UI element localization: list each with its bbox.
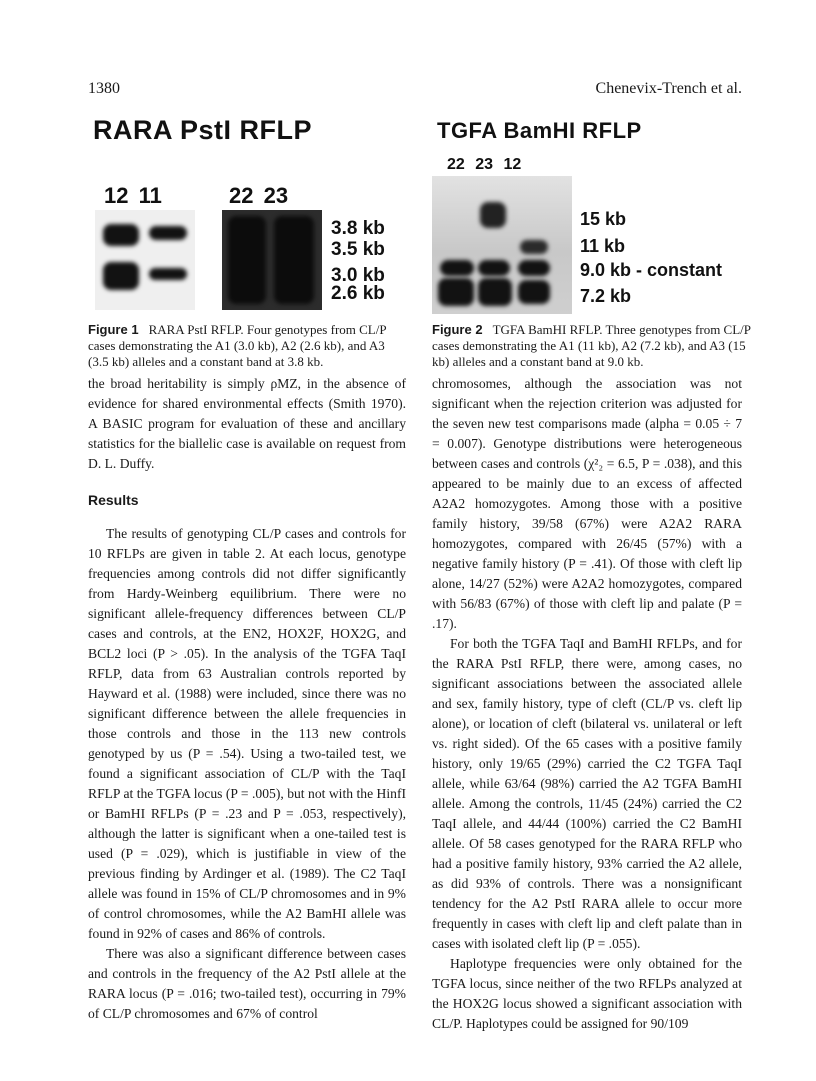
results-paragraph-1: The results of genotyping CL/P cases and controls for 10 RFLPs are given in table 2. At each locus, genotype frequencies among controls did not differ significantly from Hardy-Weinberg equilibrium. There were no significant allele-frequency differences between CL/P cases and controls, at the EN2, HOX2F, HOX2G, and BCL2 loci (P > .05). In the analysis of the TGFA TaqI RFLP, data from 63 Australian controls reported by Hayward et al. (1988) were included, since there was no significant difference between the allele frequencies in those controls and those in the 113 new controls genotyped by us (P = .54). Using a two-tailed test, we found a significant association of CL/P with the TaqI RFLP at the TGFA locus (P = .005), but not with the HinfI or BamHI RFLPs (P = .23 and P = .053, respectively), although the latter is significant when a one-tailed test is used (P = .029), which is justifiable in view of the previous finding by Ardinger et al. (1989). The C2 TaqI allele was found in 15% of CL/P chromosomes and in 9% of control chromosomes, while the A2 BamHI allele was found in 92% of cases and 86% of controls.	[88, 526, 406, 941]
left-column	[88, 374, 406, 1024]
gel-band	[478, 260, 510, 276]
figure-1-caption-text: RARA PstI RFLP. Four genotypes from CL/P cases demonstrating the A1 (3.0 kb), A2 (2.6 kb), and A3 (3.5 kb) alleles and a constant band at 3.8 kb.	[88, 322, 387, 369]
figure-1-caption-label: Figure 1	[88, 322, 139, 337]
results-paragraph-2: There was also a significant difference between cases and controls in the frequency of the A2 PstI allele at the RARA locus (P = .016; two-tailed test), occurring in 79% of CL/P chromosomes and 67% of control	[88, 946, 406, 1021]
figure-1-title: RARA PstI RFLP	[93, 115, 313, 145]
figure-2-gel	[432, 176, 572, 314]
gel-band	[438, 278, 474, 306]
right-paragraph-3: Haplotype frequencies were only obtained for the TGFA locus, since neither of the two RFLPs analyzed at the HOX2G locus showed a significant association with CL/P. Haplotypes could be assigned for 90/109	[432, 956, 742, 1031]
gel-band	[149, 226, 187, 240]
right-column	[432, 374, 742, 1034]
gel-band	[518, 280, 550, 304]
figure-2-caption	[432, 322, 752, 370]
figure-1-lane-labels-left: 12 11	[104, 183, 162, 208]
results-heading: Results	[88, 492, 139, 508]
page-number: 1380	[88, 80, 120, 97]
figure-2-band-label: 11 kb	[580, 236, 626, 256]
gel-band	[478, 278, 512, 306]
figure-1-lane-labels-right: 22 23	[229, 183, 289, 208]
figure-1-gel-right	[222, 210, 322, 310]
gel-band	[274, 216, 314, 304]
intro-paragraph: the broad heritability is simply ρMZ, in the absence of evidence for shared environmental effects (Smith 1970). A BASIC program for evaluation of these and ancillary statistics for the biallelic case is available on request from D. L. Duffy.	[88, 376, 406, 471]
figure-2-band-label: 9.0 kb - constant	[580, 260, 723, 280]
figure-2-caption-label: Figure 2	[432, 322, 483, 337]
gel-band	[149, 268, 187, 280]
figure-2-caption-text: TGFA BamHI RFLP. Three genotypes from CL/P cases demonstrating the A1 (11 kb), A2 (7.2 kb), and A3 (15 kb) alleles and a constant band at 9.0 kb.	[432, 322, 751, 369]
running-head: Chenevix-Trench et al.	[595, 80, 742, 97]
right-paragraph-2: For both the TGFA TaqI and BamHI RFLPs, and for the RARA PstI RFLP, there were, among cases, no significant associations between the associated allele and sex, family history, type of cleft (CL/P vs. cleft lip alone), or location of cleft (bilateral vs. unilateral or left vs. right sided). Of the 65 cases with a positive family history, only 19/65 (29%) carried the C2 TGFA TaqI allele, while 63/64 (98%) carried the A2 TGFA BamHI allele. Among the controls, 11/45 (24%) carried the C2 TaqI allele, and 44/44 (100%) carried the C2 BamHI allele. Of 58 cases genotyped for the RARA RFLP who had a positive family history, 93% carried the A2 allele, as did 93% of controls. There was a nonsignificant tendency for the A2 PstI RARA allele to occur more frequently in cases with cleft lip and cleft palate than in cases with isolated cleft lip (P = .055).	[432, 636, 742, 951]
gel-band	[228, 216, 266, 304]
figure-1-caption	[88, 322, 408, 370]
gel-band	[103, 262, 139, 290]
figure-2-band-label: 15 kb	[580, 209, 627, 229]
figure-1-band-label: 3.0 kb	[331, 265, 385, 286]
gel-band	[518, 260, 550, 276]
figure-2-lane-labels: 22 23 12	[447, 156, 522, 173]
figure-1-band-label: 3.8 kb	[331, 218, 385, 239]
figure-1-gel-left	[95, 210, 195, 310]
gel-band	[103, 224, 139, 246]
right-paragraph-1: chromosomes, although the association was not significant when the rejection criterion was adjusted for the seven new test comparisons made (alpha = 0.05 ÷ 7 = 0.007). Genotype distributions were heterogeneous between cases and controls (χ²₂ = 6.5, P = .038), and this appeared to be mainly due to an excess of affected A2A2 homozygotes. Among those with a positive family history, 39/58 (67%) were A2A2 RARA homozygotes, compared with 26/45 (57%) with a negative family history (P = .41). Of those with cleft lip alone, 14/27 (52%) were A2A2 homozygotes, compared with 56/83 (67%) of those with cleft lip and palate (P = .17).	[432, 376, 742, 631]
figure-1-band-label: 3.5 kb	[331, 239, 385, 260]
figure-1-band-label: 2.6 kb	[331, 283, 385, 304]
gel-band	[480, 202, 506, 228]
gel-band	[520, 240, 548, 254]
gel-band	[440, 260, 474, 276]
figure-2-band-label: 7.2 kb	[580, 286, 632, 306]
figure-2-title: TGFA BamHI RFLP	[437, 118, 642, 143]
